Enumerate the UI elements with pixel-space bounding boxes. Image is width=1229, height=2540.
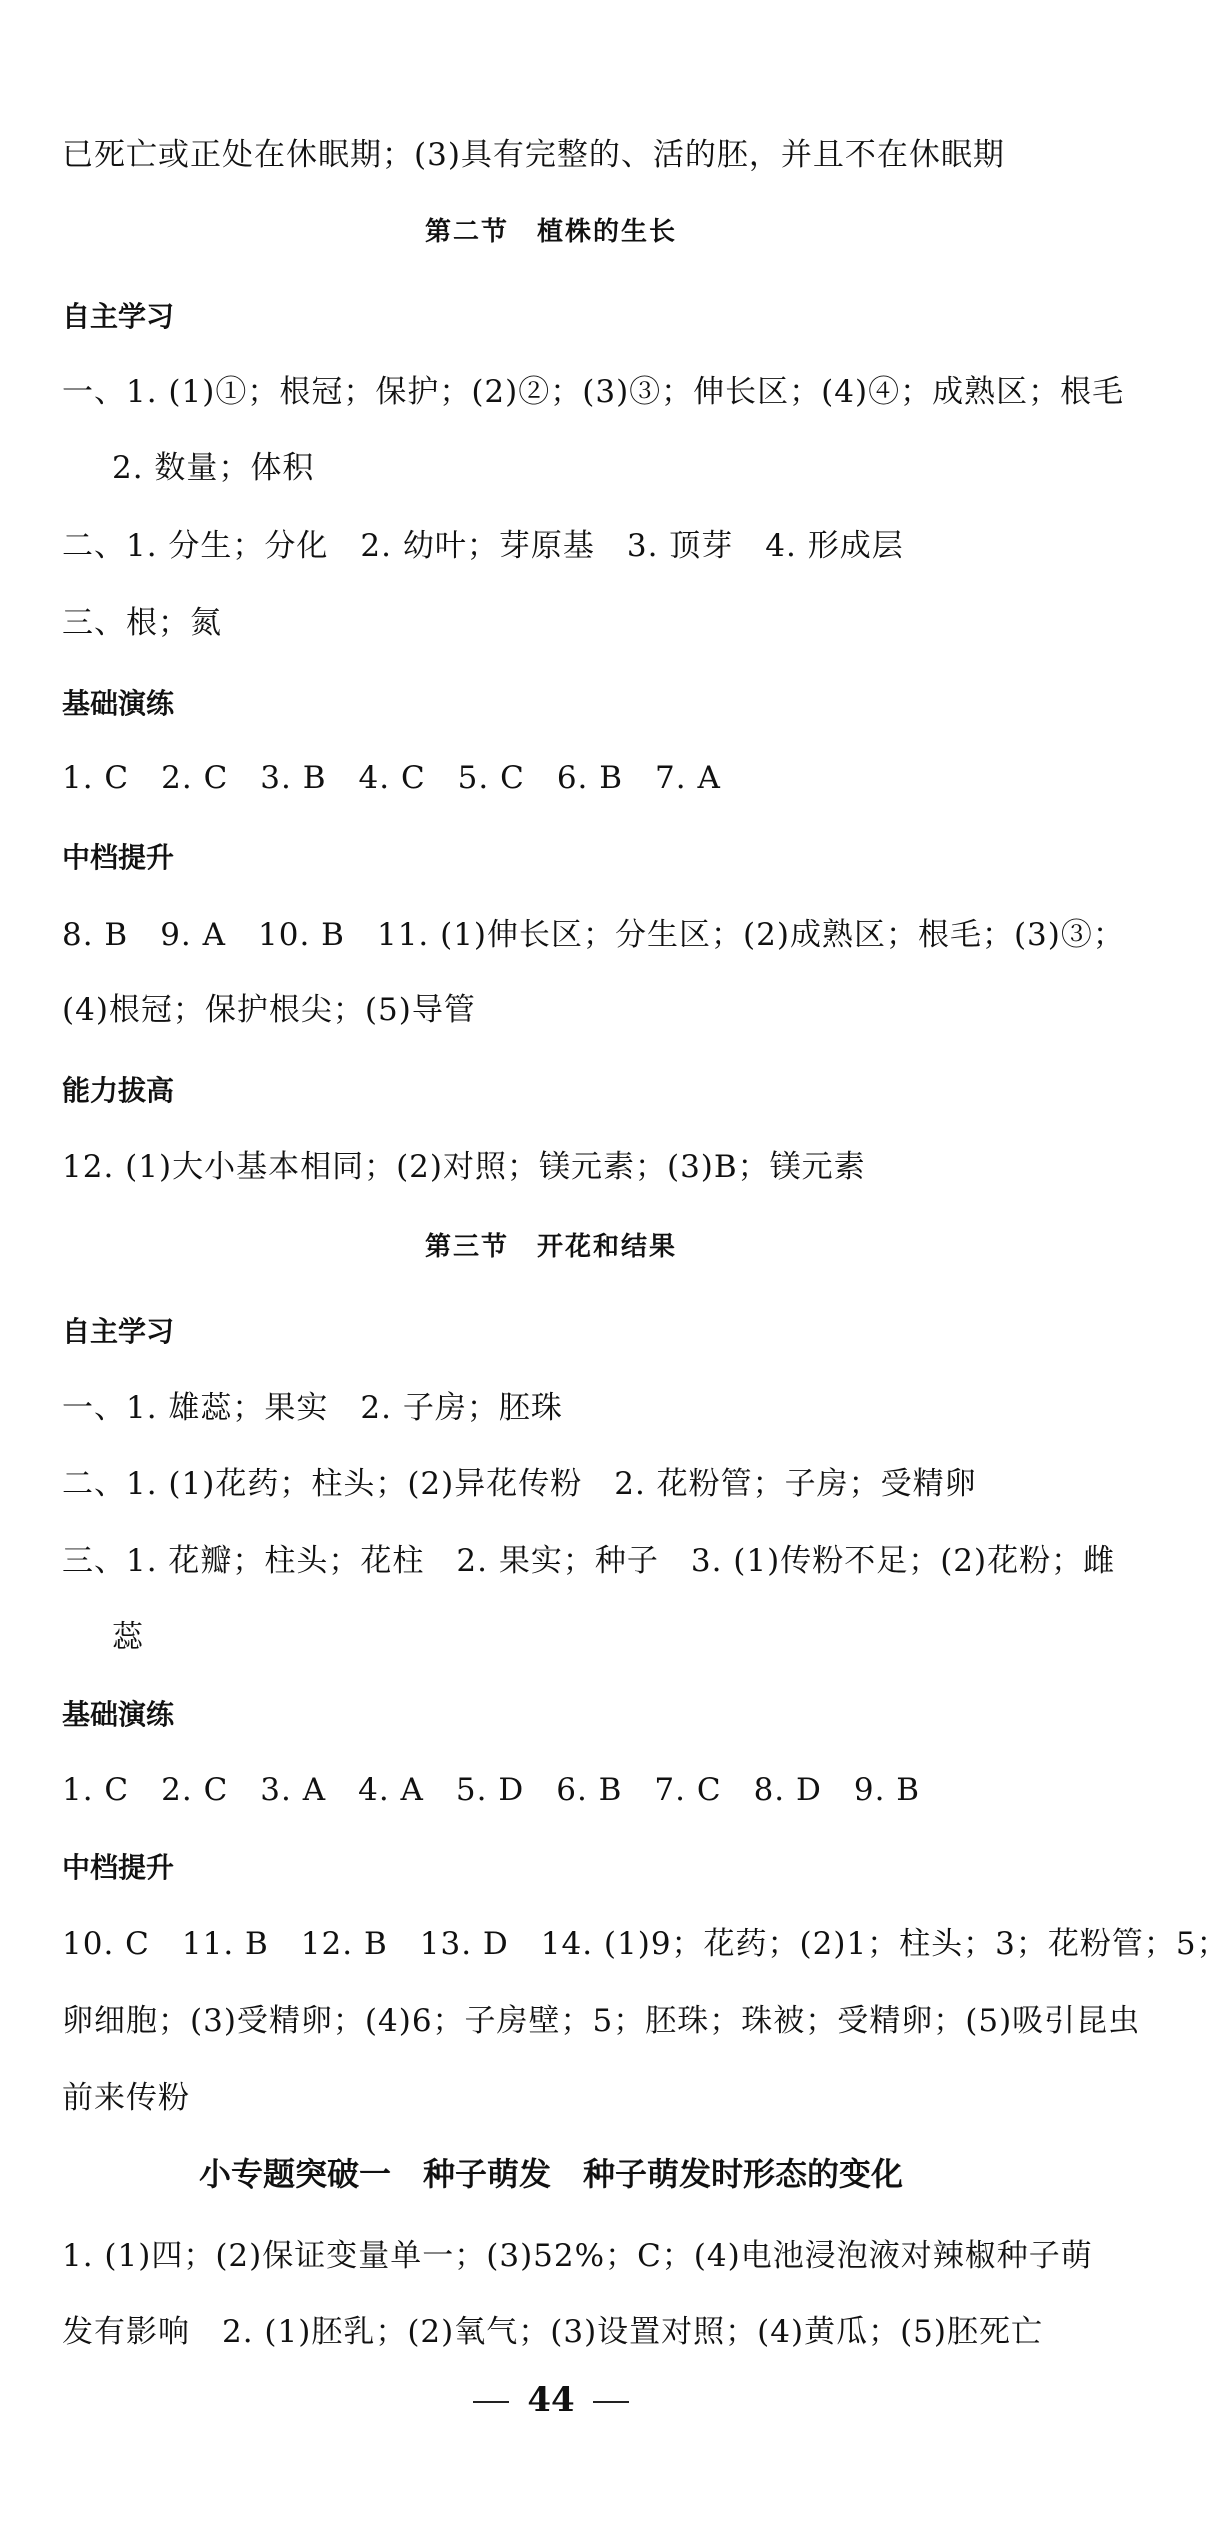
section-title-plant-growth: 第二节 植株的生长 [424,217,677,247]
answer-line: 前来传粉 [62,2080,190,2116]
answer-line: 三、根；氮 [62,605,222,641]
subheading-intermediate: 中档提升 [62,841,175,874]
answer-line: 二、1. (1)花药；柱头；(2)异花传粉 2. 花粉管；子房；受精卵 [62,1466,977,1502]
answer-line: 1. C 2. C 3. A 4. A 5. D 6. B 7. C 8. D 9. B [62,1772,921,1808]
answer-line: 8. B 9. A 10. B 11. (1)伸长区；分生区；(2)成熟区；根毛；(3)③； [62,917,1125,953]
subheading-ability: 能力拔高 [62,1074,175,1107]
subheading-self-study: 自主学习 [62,300,175,333]
answer-line: 12. (1)大小基本相同；(2)对照；镁元素；(3)B；镁元素 [62,1149,866,1185]
answer-line: 一、1. 雄蕊；果实 2. 子房；胚珠 [62,1390,563,1426]
page-number-text: 44 [527,2380,575,2420]
subheading-basic-practice: 基础演练 [62,687,175,720]
answer-line: 1. (1)四；(2)保证变量单一；(3)52%；C；(4)电池浸泡液对辣椒种子萌 [62,2238,1093,2274]
answer-line: 1. C 2. C 3. B 4. C 5. C 6. B 7. A [62,760,721,796]
answer-line: 已死亡或正处在休眠期；(3)具有完整的、活的胚，并且不在休眠期 [62,137,1005,173]
answer-line: 2. 数量；体积 [112,450,315,486]
answer-line: 一、1. (1)①；根冠；保护；(2)②；(3)③；伸长区；(4)④；成熟区；根毛 [62,374,1125,410]
page-number-dash [473,2401,509,2403]
subheading-basic-practice: 基础演练 [62,1698,175,1731]
subheading-intermediate: 中档提升 [62,1851,175,1884]
page-number-dash [593,2401,629,2403]
answer-line: 蕊 [112,1619,144,1655]
topic-title: 小专题突破一 种子萌发 种子萌发时形态的变化 [198,2155,903,2193]
section-title-flowering-fruiting: 第三节 开花和结果 [424,1232,677,1262]
subheading-self-study: 自主学习 [62,1315,175,1348]
answer-line: (4)根冠；保护根尖；(5)导管 [62,992,476,1028]
answer-line: 发有影响 2. (1)胚乳；(2)氧气；(3)设置对照；(4)黄瓜；(5)胚死亡 [62,2314,1043,2350]
answer-line: 三、1. 花瓣；柱头；花柱 2. 果实；种子 3. (1)传粉不足；(2)花粉；雌 [62,1543,1116,1579]
answer-line: 卵细胞；(3)受精卵；(4)6；子房壁；5；胚珠；珠被；受精卵；(5)吸引昆虫 [62,2003,1141,2039]
answer-line: 二、1. 分生；分化 2. 幼叶；芽原基 3. 顶芽 4. 形成层 [62,528,904,564]
answer-line: 10. C 11. B 12. B 13. D 14. (1)9；花药；(2)1；柱头；3；花粉管；5； [62,1926,1229,1962]
page-number [0,2380,1102,2420]
